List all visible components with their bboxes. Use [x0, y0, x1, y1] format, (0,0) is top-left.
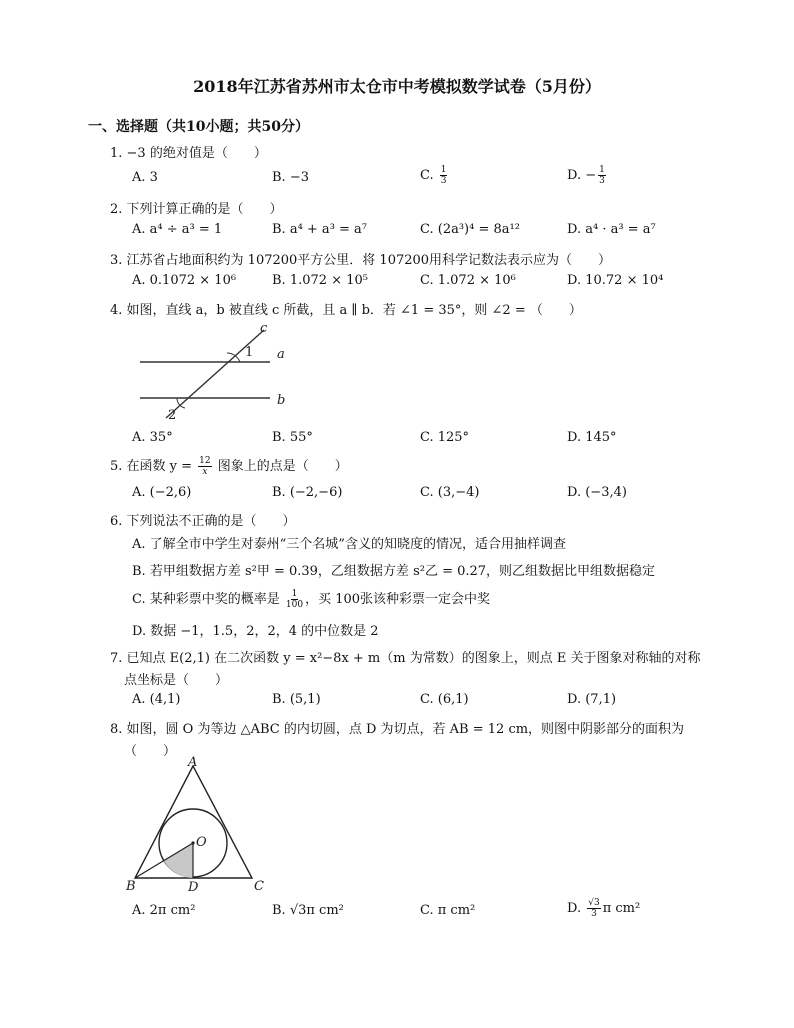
question-6-stem: 6. 下列说法不正确的是（ ）	[110, 514, 296, 529]
q8-figure-triangle-incircle	[120, 756, 280, 896]
label-point-d: D	[188, 880, 199, 895]
q7-option-c: C. (6,1)	[420, 692, 469, 707]
q1-option-c: C. $\frac{1}{3}$	[420, 165, 447, 186]
q5-option-c: C. (3,−4)	[420, 485, 480, 500]
fraction: $\frac{√3}{3}$	[588, 898, 600, 919]
q6-option-c: C. 某种彩票中奖的概率是 $\frac{1}{100}$ ，买 100张该种彩票一定会中奖	[132, 589, 491, 610]
question-7-stem-line1: 7. 已知点 E(2,1) 在二次函数 y = x²−8x + m（m 为常数）的图象上，则点 E 关于图象对称轴的对称	[110, 651, 701, 666]
q8-option-c: C. π cm²	[420, 903, 476, 918]
q2-option-d: D. a⁴ · a³ = a⁷	[567, 222, 656, 237]
q5-option-a: A. (−2,6)	[132, 485, 192, 500]
q2-option-b: B. a⁴ + a³ = a⁷	[272, 222, 368, 237]
q6-option-b: B. 若甲组数据方差 s²甲 = 0.39，乙组数据方差 s²乙 = 0.27，则乙组数据比甲组数据稳定	[132, 564, 656, 579]
q7-option-a: A. (4,1)	[132, 692, 181, 707]
fraction: $\frac{1}{100}$	[285, 589, 304, 610]
label-angle-1: 1	[245, 345, 254, 360]
q2-option-a: A. a⁴ ÷ a³ = 1	[132, 222, 223, 237]
q4-figure-parallel-lines	[130, 318, 300, 426]
question-5-stem: 5. 在函数 y = $\frac{12}{x}$ 图象上的点是（ ）	[110, 456, 348, 477]
question-4-stem: 4. 如图，直线 a，b 被直线 c 所截，且 a ∥ b．若 ∠1 = 35°，则 ∠2 = （ ）	[110, 303, 582, 318]
question-8-stem-line1: 8. 如图，圆 O 为等边 △ABC 的内切圆，点 D 为切点，若 AB = 12 cm，则图中阴影部分的面积为	[110, 722, 685, 737]
q1-option-a: A. 3	[132, 170, 158, 185]
fraction: $\frac{1}{3}$	[599, 165, 605, 186]
label-vertex-c: C	[254, 879, 264, 894]
q1-option-d: D. − $\frac{1}{3}$	[567, 165, 605, 186]
q4-option-d: D. 145°	[567, 430, 617, 445]
q7-option-b: B. (5,1)	[272, 692, 321, 707]
question-8-stem-line2: （ ）	[124, 744, 177, 759]
q6-option-d: D. 数据 −1，1.5，2，2，4 的中位数是 2	[132, 624, 379, 639]
q2-option-c: C. (2a³)⁴ = 8a¹²	[420, 222, 520, 237]
q3-option-a: A. 0.1072 × 10⁶	[132, 273, 237, 288]
q7-option-d: D. (7,1)	[567, 692, 617, 707]
q3-option-b: B. 1.072 × 10⁵	[272, 273, 368, 288]
exam-title: 2018年江苏省苏州市太仓市中考模拟数学试卷（5月份）	[193, 77, 601, 96]
q3-option-c: C. 1.072 × 10⁶	[420, 273, 516, 288]
shaded-sector	[164, 843, 194, 878]
line-c	[166, 330, 264, 418]
q3-option-d: D. 10.72 × 10⁴	[567, 273, 664, 288]
q5-option-b: B. (−2,−6)	[272, 485, 343, 500]
fraction: $\frac{12}{x}$	[199, 456, 211, 477]
question-7-stem-line2: 点坐标是（ ）	[124, 673, 229, 688]
q8-option-a: A. 2π cm²	[132, 903, 196, 918]
label-angle-2: 2	[168, 408, 177, 423]
question-2-stem: 2. 下列计算正确的是（ ）	[110, 202, 283, 217]
label-center-o: O	[196, 835, 207, 850]
q8-option-d: D. $\frac{√3}{3}$ π cm²	[567, 898, 641, 919]
label-vertex-a: A	[188, 756, 198, 770]
q4-option-b: B. 55°	[272, 430, 313, 445]
q6-option-a: A. 了解全市中学生对泰州“三个名城”含义的知晓度的情况，适合用抽样调查	[132, 537, 566, 552]
q4-option-a: A. 35°	[132, 430, 173, 445]
label-a: a	[277, 347, 285, 362]
question-1-stem: 1. −3 的绝对值是（ ）	[110, 146, 267, 161]
fraction: $\frac{1}{3}$	[440, 165, 447, 186]
q1-option-b: B. −3	[272, 170, 309, 185]
label-vertex-b: B	[126, 879, 136, 894]
section-heading: 一、选择题（共10小题；共50分）	[88, 119, 309, 135]
question-3-stem: 3. 江苏省占地面积约为 107200平方公里．将 107200用科学记数法表示应为（ ）	[110, 253, 612, 268]
label-c: c	[260, 321, 268, 336]
q8-option-b: B. √3π cm²	[272, 903, 344, 918]
q4-option-c: C. 125°	[420, 430, 470, 445]
label-b: b	[277, 393, 286, 408]
q5-option-d: D. (−3,4)	[567, 485, 627, 500]
center-point-o	[191, 841, 194, 844]
